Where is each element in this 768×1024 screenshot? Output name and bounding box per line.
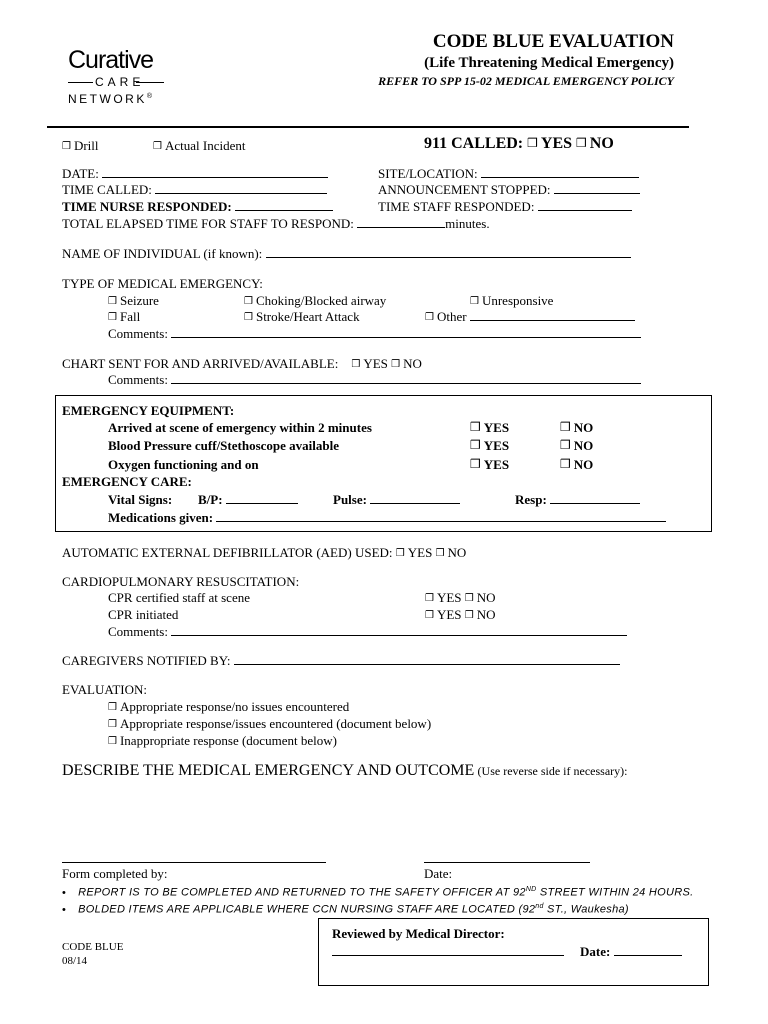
cpr-initiated-no[interactable]: ❒ NO [464, 607, 496, 622]
equipment-heading: EMERGENCY EQUIPMENT: [62, 403, 235, 418]
equipment-oxygen-yes[interactable]: ❒ YES [470, 457, 510, 472]
other-option[interactable]: ❒ Other [425, 309, 635, 325]
reviewed-by-label: Reviewed by Medical Director: [332, 926, 505, 941]
form-title: CODE BLUE EVALUATION [432, 31, 674, 52]
pulse-field[interactable]: Pulse: [333, 492, 460, 507]
chart-comments-field[interactable]: Comments: [108, 372, 641, 387]
evaluation-option-1[interactable]: ❒ Appropriate response/no issues encountered [108, 699, 350, 714]
equipment-arrived-label: Arrived at scene of emergency within 2 minutes [108, 420, 372, 435]
resp-field[interactable]: Resp: [515, 492, 640, 507]
medications-field[interactable]: Medications given: [108, 510, 666, 525]
chart-no-option[interactable]: ❒ NO [391, 356, 422, 371]
cpr-certified-yes[interactable]: ❒ YES [425, 590, 462, 605]
evaluation-option-3[interactable]: ❒ Inappropriate response (document below) [108, 733, 337, 748]
evaluation-label: EVALUATION: [62, 682, 147, 697]
care-heading: EMERGENCY CARE: [62, 474, 192, 489]
completion-date-label: Date: [424, 866, 453, 881]
elapsed-time-field[interactable]: TOTAL ELAPSED TIME FOR STAFF TO RESPOND: minutes. [62, 216, 490, 231]
describe-heading: DESCRIBE THE MEDICAL EMERGENCY AND OUTCOME (Use reverse side if necessary): [62, 762, 628, 779]
actual-incident-option[interactable]: ❒ Actual Incident [153, 138, 246, 153]
time-called-field[interactable]: TIME CALLED: [62, 182, 327, 197]
seizure-option[interactable]: ❒ Seizure [108, 293, 159, 308]
emergency-type-label: TYPE OF MEDICAL EMERGENCY: [62, 276, 263, 291]
stroke-option[interactable]: ❒ Stroke/Heart Attack [244, 309, 360, 324]
cpr-certified-options [425, 590, 496, 606]
choking-option[interactable]: ❒ Choking/Blocked airway [244, 293, 387, 308]
unresponsive-option[interactable]: ❒ Unresponsive [470, 293, 554, 308]
equipment-bp-label: Blood Pressure cuff/Stethoscope available [108, 438, 339, 453]
nurse-responded-field[interactable]: TIME NURSE RESPONDED: [62, 199, 333, 214]
emergency-comments-field[interactable]: Comments: [108, 326, 641, 341]
cpr-initiated-options [425, 607, 496, 623]
aed-yes-option[interactable]: ❒ YES [395, 545, 433, 560]
cpr-certified-label: CPR certified staff at scene [108, 590, 250, 605]
logo-care: CARE [95, 75, 145, 89]
individual-name-field[interactable]: NAME OF INDIVIDUAL (if known): [62, 246, 631, 261]
cpr-comments-field[interactable]: Comments: [108, 624, 627, 639]
aed-no-option[interactable]: ❒ NO [435, 545, 467, 560]
chart-available: CHART SENT FOR AND ARRIVED/AVAILABLE: ❒ YES ❒ NO [62, 356, 422, 371]
bp-field[interactable]: B/P: [198, 492, 298, 507]
equipment-bp-no[interactable]: ❒ NO [560, 438, 594, 453]
equipment-arrived-yes[interactable]: ❒ YES [470, 420, 510, 435]
logo-rule-right [136, 82, 164, 83]
site-field[interactable]: SITE/LOCATION: [378, 166, 639, 181]
logo-rule-left [68, 82, 93, 83]
equipment-bp-yes[interactable]: ❒ YES [470, 438, 510, 453]
equipment-arrived-no[interactable]: ❒ NO [560, 420, 594, 435]
cpr-initiated-yes[interactable]: ❒ YES [425, 607, 462, 622]
equipment-oxygen-label: Oxygen functioning and on [108, 457, 259, 472]
cpr-initiated-label: CPR initiated [108, 607, 179, 622]
completion-date-line[interactable] [424, 862, 590, 863]
911-yes-option[interactable]: ❒ YES [527, 135, 573, 152]
note-report-deadline: • REPORT IS TO BE COMPLETED AND RETURNED TO THE SAFETY OFFICER AT 92ND STREET WITHIN 24 HOURS. [62, 886, 694, 899]
aed-used: AUTOMATIC EXTERNAL DEFIBRILLATOR (AED) USED: ❒ YES ❒ NO [62, 545, 467, 560]
911-no-option[interactable]: ❒ NO [576, 135, 614, 152]
staff-responded-field[interactable]: TIME STAFF RESPONDED: [378, 199, 632, 214]
header-divider [47, 126, 689, 128]
logo-curative: Curative [68, 46, 154, 74]
fall-option[interactable]: ❒ Fall [108, 309, 141, 324]
review-date-field[interactable]: Date: [580, 944, 682, 959]
completed-by-line[interactable] [62, 862, 326, 863]
footer-form-code: CODE BLUE [62, 941, 124, 953]
caregivers-notified-field[interactable]: CAREGIVERS NOTIFIED BY: [62, 653, 620, 668]
911-called: 911 CALLED: ❒ YES ❒ NO [424, 135, 614, 152]
footer-revision: 08/14 [62, 955, 88, 967]
form-subtitle: (Life Threatening Medical Emergency) [424, 55, 674, 71]
cpr-certified-no[interactable]: ❒ NO [464, 590, 496, 605]
equipment-oxygen-no[interactable]: ❒ NO [560, 457, 594, 472]
date-field[interactable]: DATE: [62, 166, 328, 181]
completed-by-label: Form completed by: [62, 866, 168, 881]
policy-reference: REFER TO SPP 15-02 MEDICAL EMERGENCY POLICY [378, 74, 674, 88]
cpr-label: CARDIOPULMONARY RESUSCITATION: [62, 574, 300, 589]
reviewed-by-signature-line[interactable] [332, 944, 564, 959]
evaluation-option-2[interactable]: ❒ Appropriate response/issues encountered (document below) [108, 716, 432, 731]
vital-signs-label: Vital Signs: [108, 492, 173, 507]
chart-yes-option[interactable]: ❒ YES [351, 356, 388, 371]
logo-network: NETWORK® [68, 92, 155, 106]
note-bolded-items: • BOLDED ITEMS ARE APPLICABLE WHERE CCN NURSING STAFF ARE LOCATED (92nd ST., Waukesha) [62, 903, 629, 916]
announcement-stopped-field[interactable]: ANNOUNCEMENT STOPPED: [378, 182, 640, 197]
drill-option[interactable]: ❒ Drill [62, 138, 99, 153]
